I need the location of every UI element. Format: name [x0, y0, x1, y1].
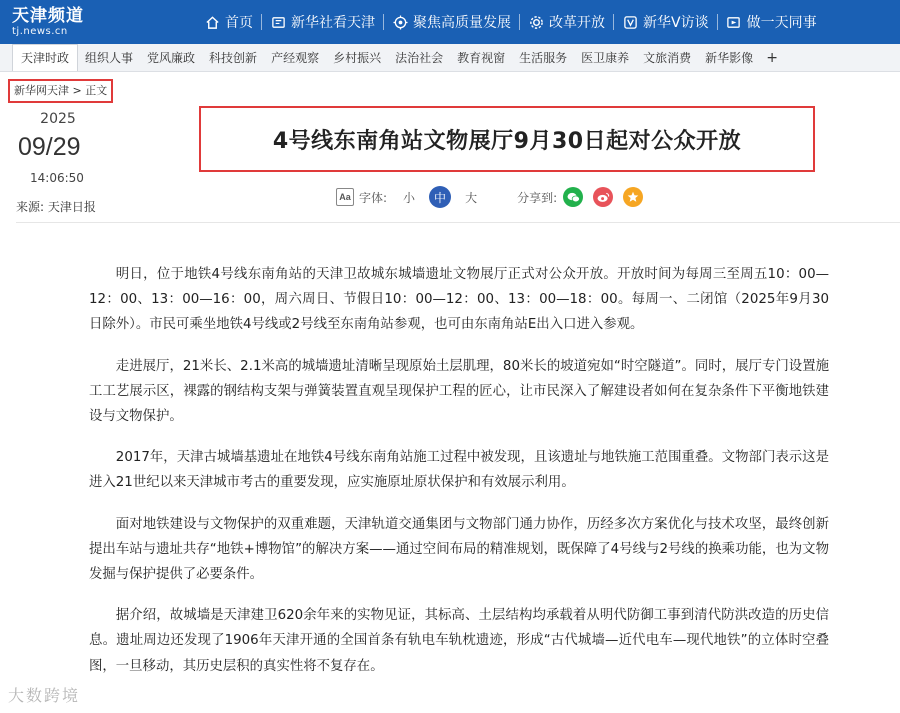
focus-icon — [392, 14, 408, 30]
gear-icon — [528, 14, 544, 30]
share-weibo-icon[interactable] — [593, 187, 613, 207]
publish-time: 14:06:50 — [30, 171, 84, 185]
article-paragraph: 面对地铁建设与文物保护的双重难题，天津轨道交通集团与文物部门通力协作，历经多次方案优化与技术攻坚，最终创新提出车站与遗址共存“地铁+博物馆”的解决方案——通过空间布局的精准规划，既保障了4号线与2号线的换乘功能，也为文物发掘与保护提供了必要条件。 — [89, 516, 829, 583]
colleague-icon — [726, 14, 742, 30]
category-tab[interactable]: 党风廉政 — [147, 50, 196, 65]
home-icon — [204, 14, 220, 30]
font-size-large-button[interactable]: 大 — [465, 190, 478, 205]
category-tab[interactable]: 产经观察 — [271, 50, 320, 65]
category-tab[interactable]: 文旅消费 — [643, 50, 692, 65]
nav-label: 聚焦高质量发展 — [413, 15, 511, 31]
font-size-medium-button[interactable]: 中 — [429, 186, 451, 208]
font-size-icon: Aa — [336, 188, 354, 206]
category-tab[interactable]: 科技创新 — [209, 50, 258, 65]
share-wechat-icon[interactable] — [563, 187, 583, 207]
category-tab[interactable]: 生活服务 — [519, 50, 568, 65]
article-paragraph: 明日，位于地铁4号线东南角站的天津卫故城东城墙遗址文物展厅正式对公众开放。开放时间为每周三至周五10：00—12：00、13：00—16：00，周六周日、节假日10：00—12：00、13：00—18：00。每周一、二闭馆（2025年9月30日除外）。市民可乘坐地铁4号线或2号线至东南角站参观，也可由东南角站E出入口进入参观。 — [89, 267, 829, 333]
title-highlight-box — [199, 106, 815, 172]
nav-label: 新华V访谈 — [643, 15, 709, 31]
publish-date: 09/29 — [18, 133, 81, 161]
article-paragraph: 2017年，天津古城墙基遗址在地铁4号线东南角站施工过程中被发现，且该遗址与地铁施工范围重叠。文物部门表示这是进入21世纪以来天津城市考古的重要发现，应实施原址原状保护和有效展示利用。 — [89, 450, 829, 491]
font-size-small-button[interactable]: 小 — [403, 190, 416, 205]
article-title: 4号线东南角站文物展厅9月30日起对公众开放 — [272, 128, 742, 154]
top-header — [0, 0, 900, 44]
nav-label: 新华社看天津 — [291, 15, 375, 31]
category-tab[interactable]: 组织人事 — [85, 50, 134, 65]
interview-icon — [622, 14, 638, 30]
site-logo[interactable] — [12, 6, 84, 38]
nav-item-focus[interactable] — [384, 0, 519, 44]
category-tab[interactable]: 医卫康养 — [581, 50, 630, 65]
category-tab[interactable]: 教育视窗 — [457, 50, 506, 65]
nav-label: 首页 — [225, 15, 253, 31]
article-tools — [336, 184, 653, 210]
category-nav — [0, 44, 900, 72]
share-qzone-icon[interactable] — [623, 187, 643, 207]
article-source: 来源: 天津日报 — [16, 200, 96, 214]
nav-item-reform[interactable] — [520, 0, 613, 44]
nav-item-interview[interactable] — [614, 0, 717, 44]
category-tab[interactable]: 新华影像 — [705, 50, 754, 65]
logo-text-en: tj.news.cn — [12, 26, 68, 37]
nav-item-colleague[interactable] — [718, 0, 825, 44]
breadcrumb[interactable]: 新华网天津 > 正文 — [8, 79, 113, 103]
nav-item-xinhua[interactable] — [262, 0, 383, 44]
nav-item-home[interactable] — [196, 0, 261, 44]
watermark: 大数跨境 — [8, 686, 81, 705]
category-tab-active[interactable]: 天津时政 — [12, 44, 78, 71]
article-body — [89, 262, 829, 695]
logo-text-cn: 天津频道 — [12, 6, 84, 26]
top-nav — [196, 0, 825, 44]
article-paragraph: 据介绍，故城墙是天津建卫620余年来的实物见证，其标高、土层结构均承载着从明代防御工事到清代防洪改造的历史信息。遗址周边还发现了1906年天津开通的全国首条有轨电车轨枕遗迹，形成“古代城墙—近代电车—现代地铁”的立体时空叠图，一旦移动，其历史层积的真实性将不复存在。 — [89, 608, 829, 674]
font-size-label: 字体: — [359, 190, 388, 205]
news-icon — [270, 14, 286, 30]
nav-label: 改革开放 — [549, 15, 605, 31]
category-tab[interactable]: 法治社会 — [395, 50, 444, 65]
header-divider — [16, 222, 900, 223]
more-categories-button[interactable]: + — [766, 49, 778, 66]
publish-year: 2025 — [40, 111, 76, 127]
category-tab[interactable]: 乡村振兴 — [333, 50, 382, 65]
article-paragraph: 走进展厅，21米长、2.1米高的城墙遗址清晰呈现原始土层肌理，80米长的坡道宛如“时空隧道”。同时，展厅专门设置施工工艺展示区，裸露的钢结构支架与弹簧装置直观呈现保护工程的匠心，让市民深入了解建设者如何在复杂条件下平衡地铁建设与文物保护。 — [89, 358, 829, 425]
share-label: 分享到: — [517, 190, 558, 205]
nav-label: 做一天同事 — [746, 15, 817, 31]
